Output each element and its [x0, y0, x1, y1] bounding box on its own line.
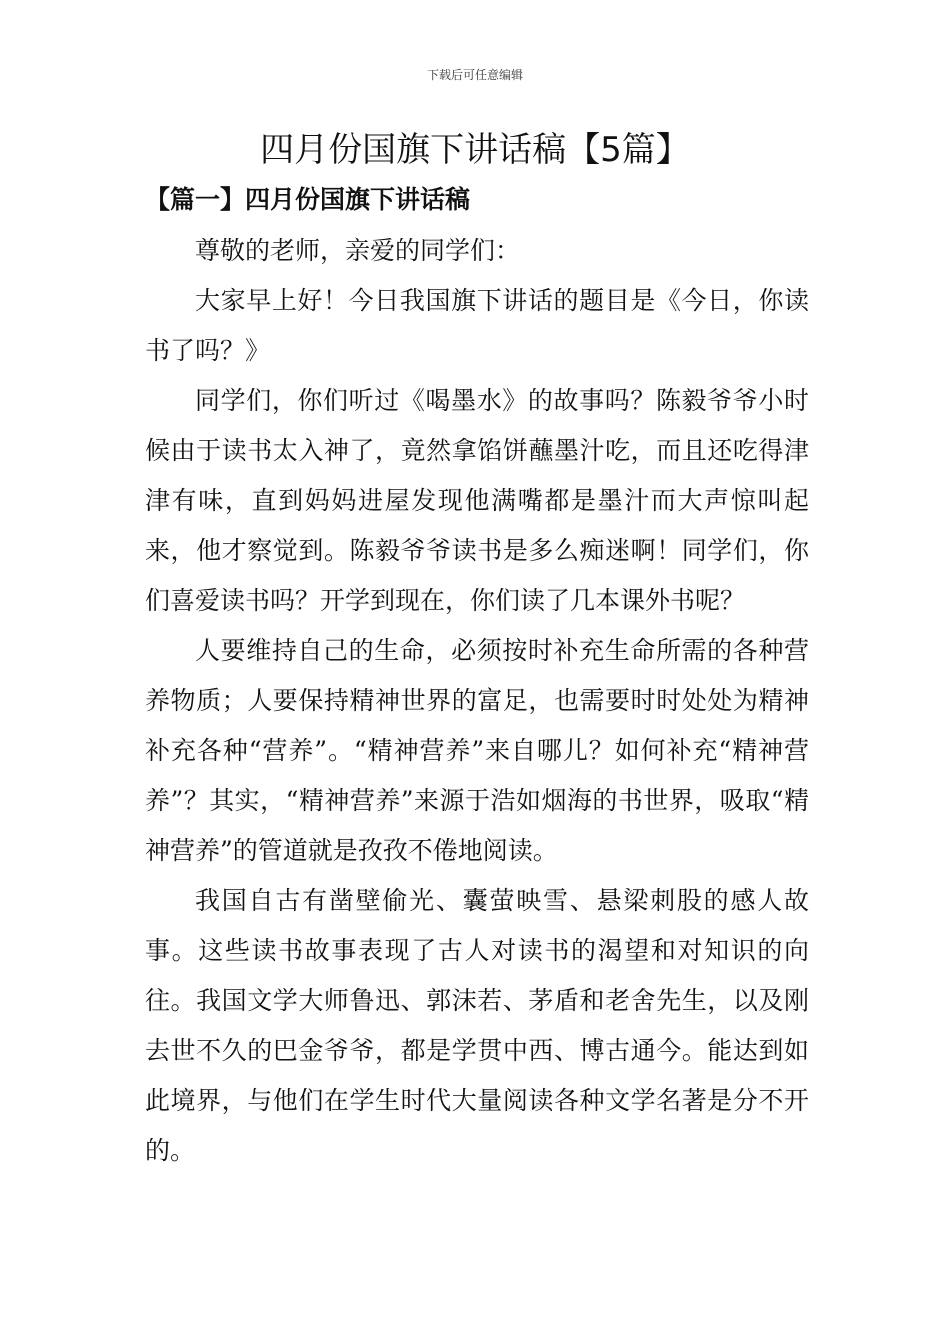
document-title: 四月份国旗下讲话稿【5篇】: [260, 130, 690, 170]
paragraph-greeting: 大家早上好！今日我国旗下讲话的题目是《今日，你读书了吗？》: [145, 286, 809, 365]
section-heading: 【篇一】四月份国旗下讲话稿: [145, 185, 471, 214]
paragraph-nutrition: 人要维持自己的生命，必须按时补充生命所需的各种营养物质；人要保持精神世界的富足，也需要时时处处为精神补充各种“营养”。“精神营养”来自哪儿？如何补充“精神营养”？其实，“精神营养”来源于浩如烟海的书世界，吸取“精神营养”的管道就是孜孜不倦地阅读。: [145, 636, 809, 865]
header-note: 下载后可任意编辑: [426, 68, 523, 82]
paragraph-ancient-stories: 我国自古有凿壁偷光、囊萤映雪、悬梁刺股的感人故事。这些读书故事表现了古人对读书的渴望和对知识的向往。我国文学大师鲁迅、郭沫若、茅盾和老舍先生，以及刚去世不久的巴金爷爷，都是学贯中西、博古通今。能达到如此境界，与他们在学生时代大量阅读各种文学名著是分不开的。: [145, 886, 809, 1165]
paragraph-salutation: 尊敬的老师，亲爱的同学们：: [195, 236, 521, 265]
body-text: [145, 226, 809, 1176]
paragraph-story: 同学们，你们听过《喝墨水》的故事吗？陈毅爷爷小时候由于读书太入神了，竟然拿馅饼蘸墨汁吃，而且还吃得津津有味，直到妈妈进屋发现他满嘴都是墨汁而大声惊叫起来，他才察觉到。陈毅爷爷读书是多么痴迷啊！同学们，你们喜爱读书吗？开学到现在，你们读了几本课外书呢？: [145, 386, 809, 615]
